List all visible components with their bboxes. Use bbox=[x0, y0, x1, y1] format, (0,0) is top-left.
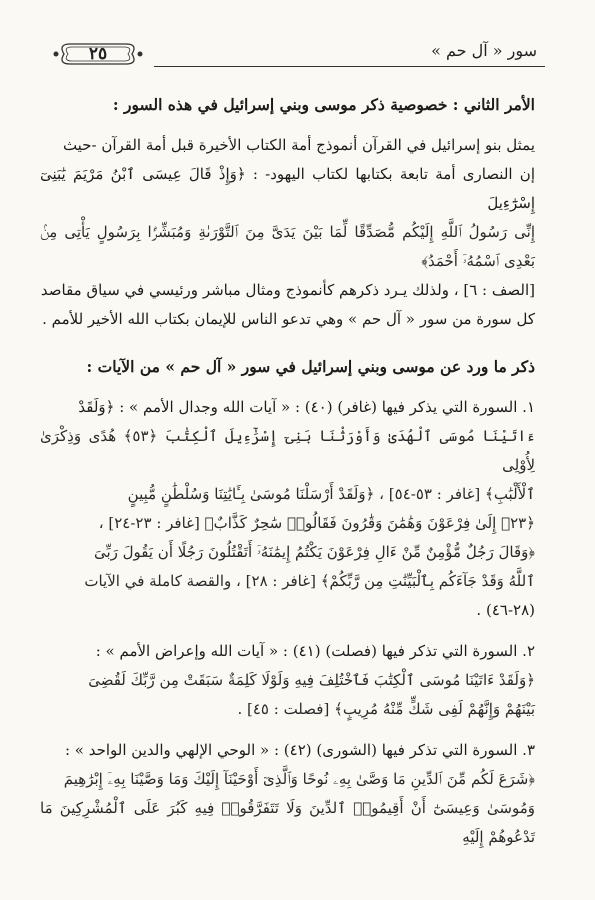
verse-line: إِنِّى رَسُولُ ٱللَّهِ إِلَيْكُم مُّصَدِّقًا لِّمَا بَيْنَ يَدَىَّ مِنَ ٱلتَّوْرَىٰةِ وَمُبَشِّرًۢا بِرَسُولٍ يَأْتِى مِنۢ بَعْدِى ٱسْمُهُۥٓ أَحْمَدُ﴾ bbox=[40, 223, 535, 270]
list-item-line: ٢. السورة التي تذكر فيها (فصلت) (٤١) : « آيات الله وإعراض الأمم » : bbox=[95, 642, 535, 660]
list-item-3 bbox=[40, 736, 535, 852]
verse-line: ﴿٢٣﴾ إِلَىٰ فِرْعَوْنَ وَهَٰمَٰنَ وَقَٰرُونَ فَقَالُوا۟ سَٰحِرٌ كَذَّابٌ﴾ [غافر : ٢٣-٢٤] ، bbox=[98, 514, 535, 532]
verse-line: ﴿وَلَقَدْ ءَاتَيْنَا مُوسَى ٱلْكِتَٰبَ فَٱخْتُلِفَ فِيهِ وَلَوْلَا كَلِمَةٌ سَبَقَتْ مِن رَّبِّكَ لَقُضِىَ bbox=[88, 671, 535, 689]
paragraph-line: [الصف : ٦] ، ولذلك يـرد ذكرهم كأنموذج ومثال مباشر ورئيسي في سياق مقاصد bbox=[40, 281, 535, 299]
verse-line: ءَاتَيْنَا مُوسَى ٱلْهُدَىٰ وَأَوْرَثْنَا بَنِىٓ إِسْرَٰٓءِيلَ ٱلْكِتَٰبَ ﴿٥٣﴾ هُدًى وَذِكْرَىٰ لِأُوْلِى bbox=[40, 427, 535, 474]
list-heading: ذكر ما ورد عن موسى وبني إسرائيل في سور « آل حم » من الآيات : bbox=[86, 357, 535, 376]
verse-line: ﴿وَقَالَ رَجُلٌ مُّؤْمِنٌ مِّنْ ءَالِ فِرْعَوْنَ يَكْتُمُ إِيمَٰنَهُۥٓ أَتَقْتُلُونَ رَجُلًا أَن يَقُولَ رَبِّىَ bbox=[93, 543, 535, 561]
paragraph-line: إن النصارى أمة تابعة بكتابها لكتاب اليهود- : ﴿وَإِذْ قَالَ عِيسَى ٱبْنُ مَرْيَمَ يَٰبَنِىٓ إِسْرَٰٓءِيلَ bbox=[40, 165, 535, 212]
paragraph-line: كل سورة من سور « آل حم » وهي تدعو الناس للإيمان بكتاب الله الأخير للأمم . bbox=[42, 310, 535, 328]
page-body bbox=[40, 90, 535, 852]
section-title: الأمر الثاني : خصوصية ذكر موسى وبني إسرائيل في هذه السور : bbox=[112, 95, 535, 114]
page-number: ٢٥ bbox=[88, 44, 108, 64]
verse-line: ٱللَّهُ وَقَدْ جَآءَكُم بِٱلْبَيِّنَٰتِ مِن رَّبِّكُمْ﴾ [غافر : ٢٨] ، والقصة كاملة في الآيات bbox=[84, 572, 535, 590]
verse-line: بَيْنَهُمْ وَإِنَّهُمْ لَفِى شَكٍّ مِّنْهُ مُرِيبٍ﴾ [فصلت : ٤٥] . bbox=[237, 700, 535, 718]
page-header bbox=[50, 34, 545, 74]
verse-line: وَمُوسَىٰ وَعِيسَىٰٓ أَنْ أَقِيمُوا۟ ٱلدِّينَ وَلَا تَتَفَرَّقُوا۟ فِيهِ كَبُرَ عَلَى ٱلْمُشْرِكِينَ مَا تَدْعُوهُمْ إِلَيْهِ bbox=[40, 799, 535, 846]
verse-line: ﴿شَرَعَ لَكُم مِّنَ ٱلدِّينِ مَا وَصَّىٰ بِهِۦ نُوحًا وَٱلَّذِىٓ أَوْحَيْنَآ إِلَيْكَ وَمَا وَصَّيْنَا بِهِۦٓ إِبْرَٰهِيمَ bbox=[63, 770, 535, 788]
running-title: سور « آل حم » bbox=[431, 41, 537, 60]
header-divider bbox=[154, 66, 545, 67]
list-item-2 bbox=[40, 637, 535, 724]
list-item-1 bbox=[40, 393, 535, 625]
list-item-line: (٢٨-٤٦) . bbox=[476, 601, 535, 619]
page-number-frame bbox=[50, 40, 146, 68]
verse-line: ٱلْأَلْبَٰبِ﴾ [غافر : ٥٣-٥٤] ، ﴿وَلَقَدْ أَرْسَلْنَا مُوسَىٰ بِـَٔايَٰتِنَا وَسُلْطَٰنٍ مُّبِينٍ bbox=[127, 485, 535, 503]
list-item-line: ٣. السورة التي تذكر فيها (الشورى) (٤٢) : « الوحي الإلهي والدين الواحد » : bbox=[64, 741, 535, 759]
paragraph-line: يمثل بنو إسرائيل في القرآن أنموذج أمة الكتاب الأخيرة قبل أمة القرآن -حيث bbox=[62, 136, 535, 154]
list-item-line: ١. السورة التي يذكر فيها (غافر) (٤٠) : « آيات الله وجدال الأمم » : ﴿وَلَقَدْ bbox=[78, 398, 535, 416]
